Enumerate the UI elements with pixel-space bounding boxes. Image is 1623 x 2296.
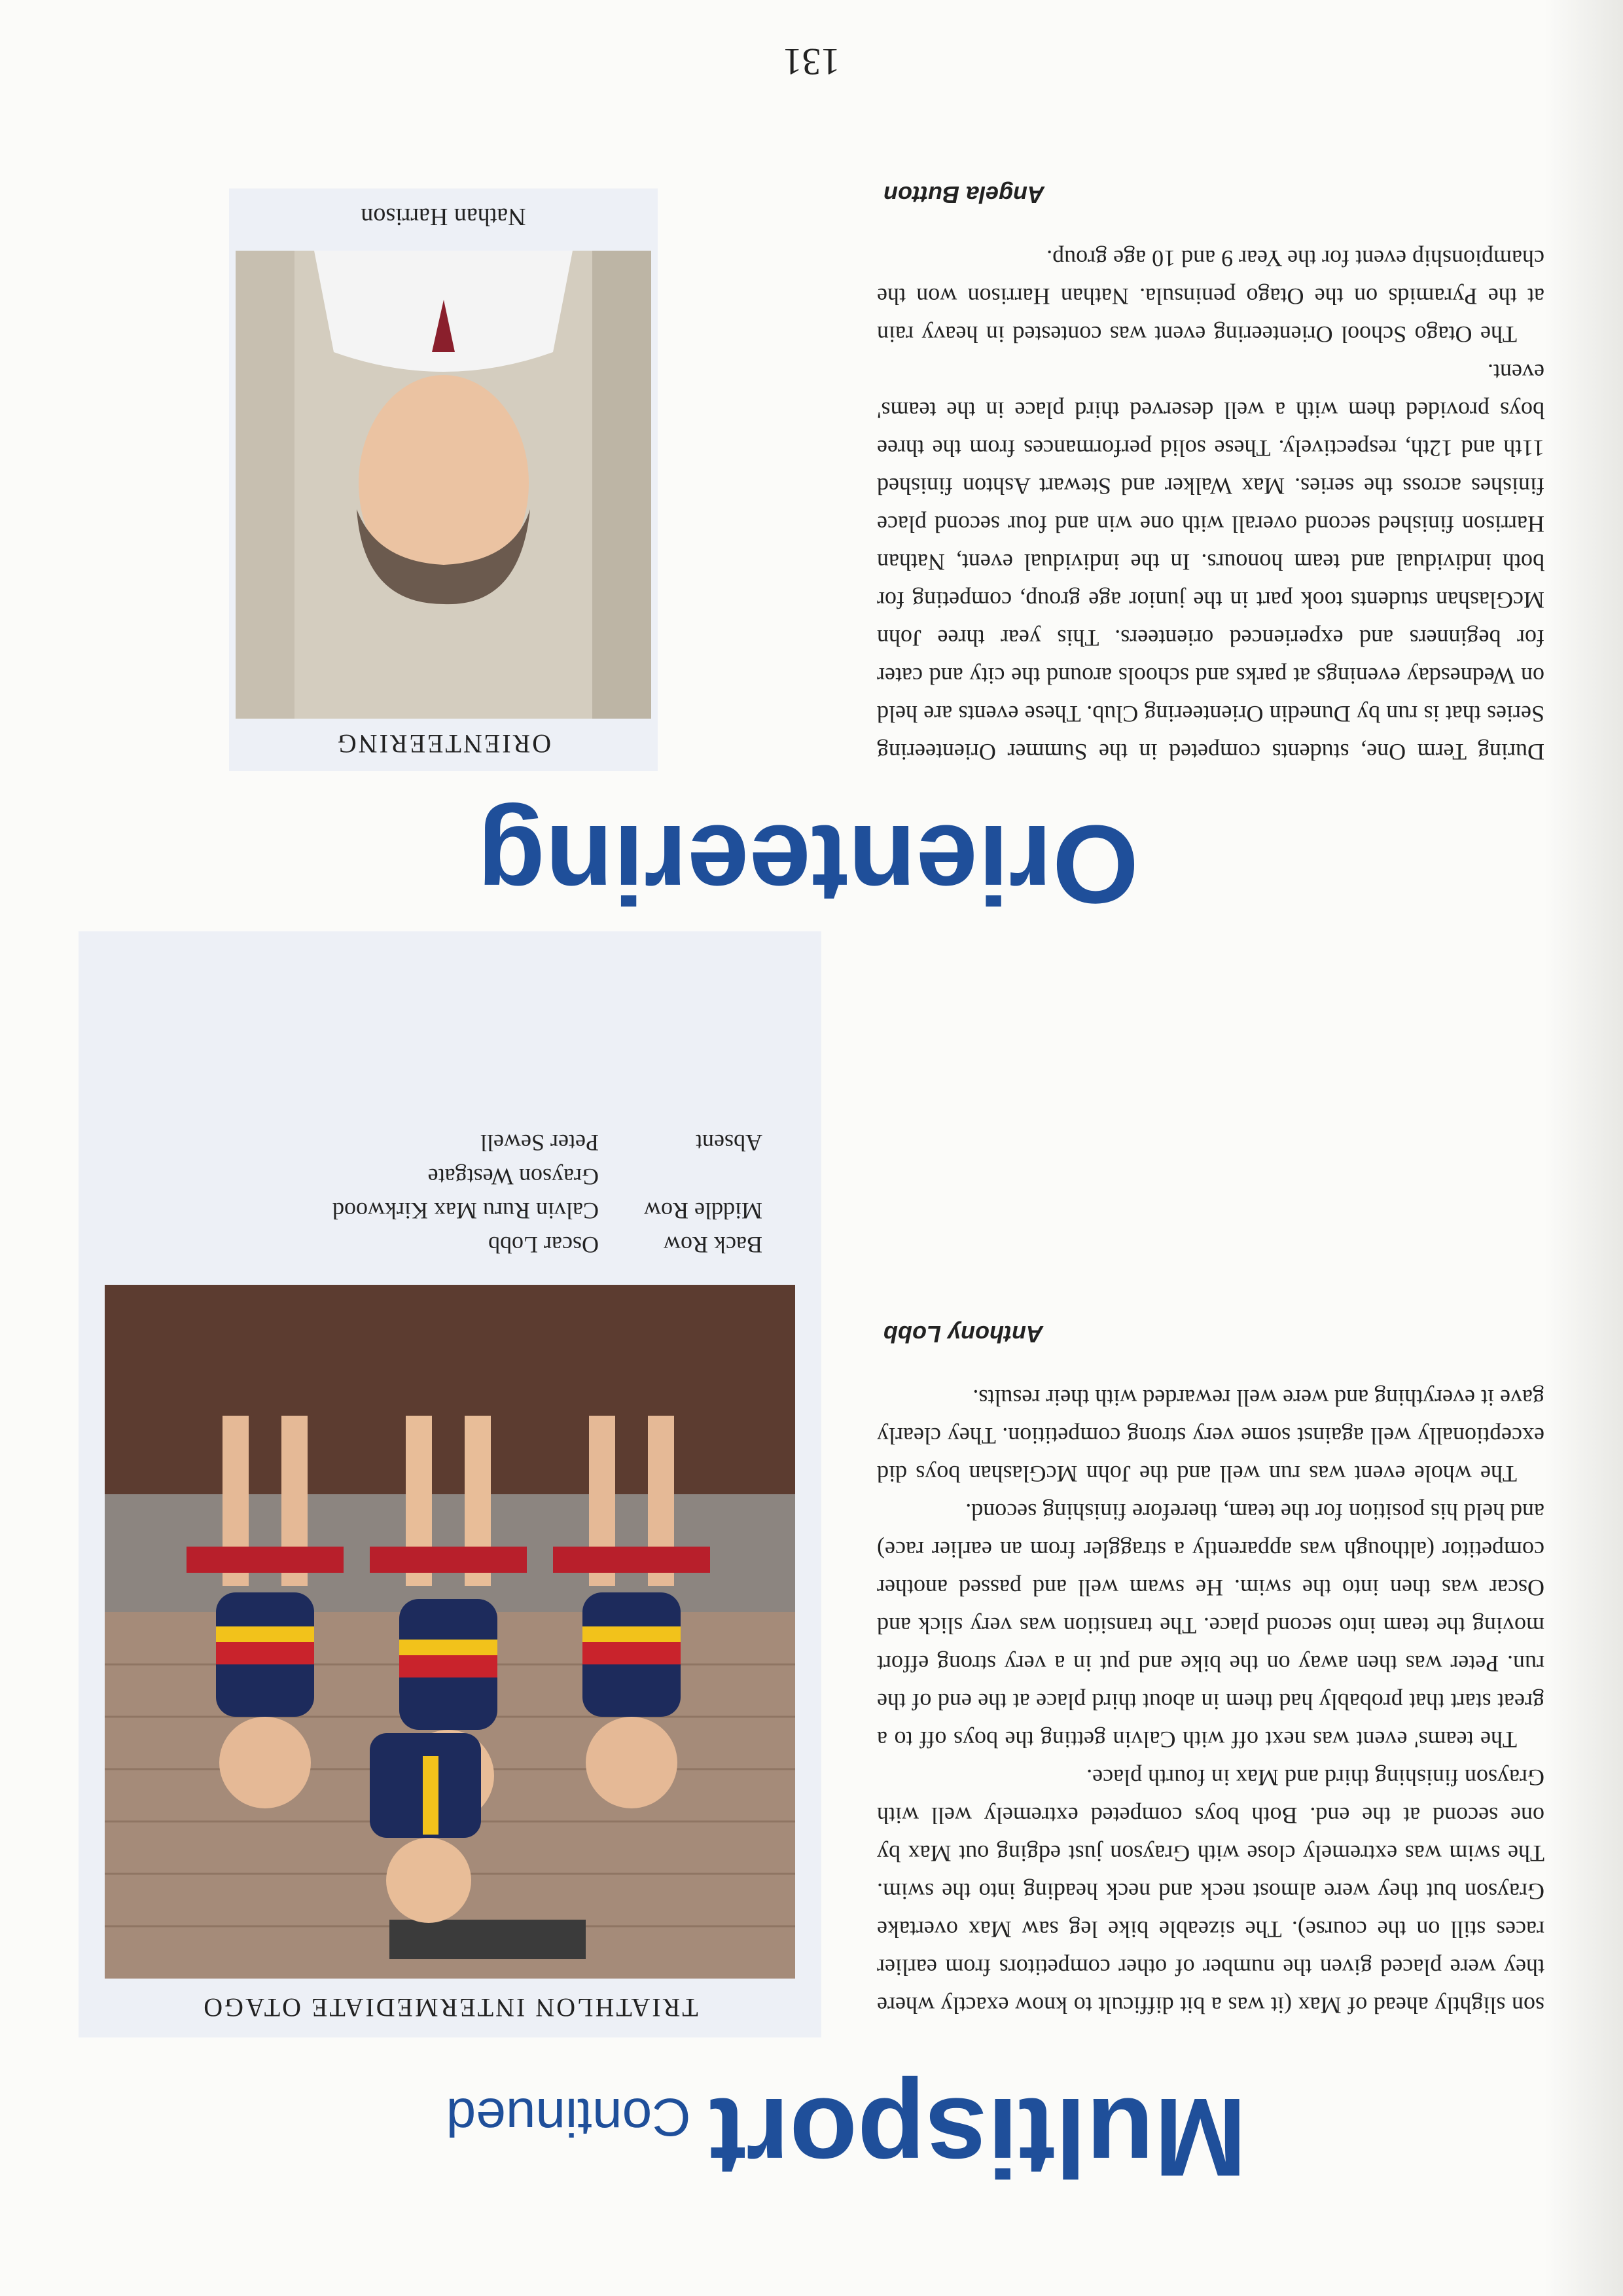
names-row-label: Middle Row [643,1198,762,1224]
triathlon-photo-panel [79,931,821,2037]
nathan-portrait-photo [236,251,651,719]
triathlon-team-photo [105,1285,795,1979]
multisport-paragraph: The whole event was run well and the John McGlashan boys did exceptionally well against some very strong competition. They clearly gave it everything and were well rewarded with their results. [877,1385,1544,1487]
team-photo-illustration [105,1285,795,1979]
orienteering-photo-title: ORIENTEERING [335,729,552,759]
multisport-article [877,1315,1544,2024]
orienteering-paragraph: The Otago School Orienteering event was contested in heavy rain at the Pyramids on the Otago peninsula. Nathan Harrison won the championship event for the Year 9 and 10 age group. [877,245,1544,348]
orienteering-paragraph: During Term One, students competed in the Summer Orienteering Series that is run by Dunedin Orienteering Club. These events are held on Wednesday evenings at parks and schools around the city and cater for beginners and experienced orienteers. This year three John McGlashan students took part in the junior age group, competing for both individual and team honours. In the individual event, Nathan Harrison finished second overall with one win and four second place finishes across the series. Max Walker and Stewart Ashton finished 11th and 12th, respectively. These solid performances from the three boys provided them with a well deserved third place in the teams' event. [877,359,1544,765]
names-row-people: Grayson Westgate [427,1164,599,1190]
names-row-label: Back Row [664,1232,762,1258]
names-row-people: Peter Sewell [480,1130,599,1156]
multisport-title: Multisport [709,2075,1247,2199]
page-edge-shadow [1544,0,1623,2296]
orienteering-article [877,175,1544,771]
names-row [134,1160,762,1194]
orienteering-photo-panel [229,188,658,771]
names-row-label: Absent [696,1130,762,1156]
names-row [134,1194,762,1228]
multisport-signature: Anthony Lobb [883,1321,1043,1348]
triathlon-photo-title: TRIATHLON INTERMEDIATE OTAGO [202,1993,698,2022]
multisport-subtitle: Continued [446,2087,691,2147]
multisport-heading [446,2073,1247,2201]
multisport-paragraph: son slightly ahead of Max (it was a bit difficult to know exactly where they were placed given the number of other competitors from earlier races still on the course). The sizeable bike leg saw Max overtake Grayson but they were almost neck and neck heading into the swim. The swim was extremely close with Grayson just edging out Max by one second at the end. Both boys competed extremely well with Grayson finishing third and Max in fourth place. [877,1765,1544,2018]
names-row-label [599,1160,762,1194]
multisport-paragraph: The teams' event was next off with Calvin getting the boys off to a great start that probably had them in about third place at the end of the run. Peter was then away on the bike and put in a very strong effort moving the team into second place. The transition was very slick and Oscar was then into the swim. He swam well and passed another competitor (although was apparently a straggler from an earlier race) and held his position for the team, therefore finishing second. [877,1499,1544,1753]
triathlon-photo-names [134,1126,762,1262]
names-row-people: Calvin Ruru Max Kirkwood [332,1198,599,1224]
names-row [134,1228,762,1262]
names-row [134,1126,762,1160]
page-number: 131 [783,41,840,83]
portrait-illustration [236,251,651,719]
orienteering-signature: Angela Button [883,181,1044,208]
names-row-people: Oscar Lobb [488,1232,599,1258]
orienteering-photo-name: Nathan Harrison [361,203,526,230]
orienteering-heading [477,800,1139,928]
orienteering-title: Orienteering [477,802,1139,926]
